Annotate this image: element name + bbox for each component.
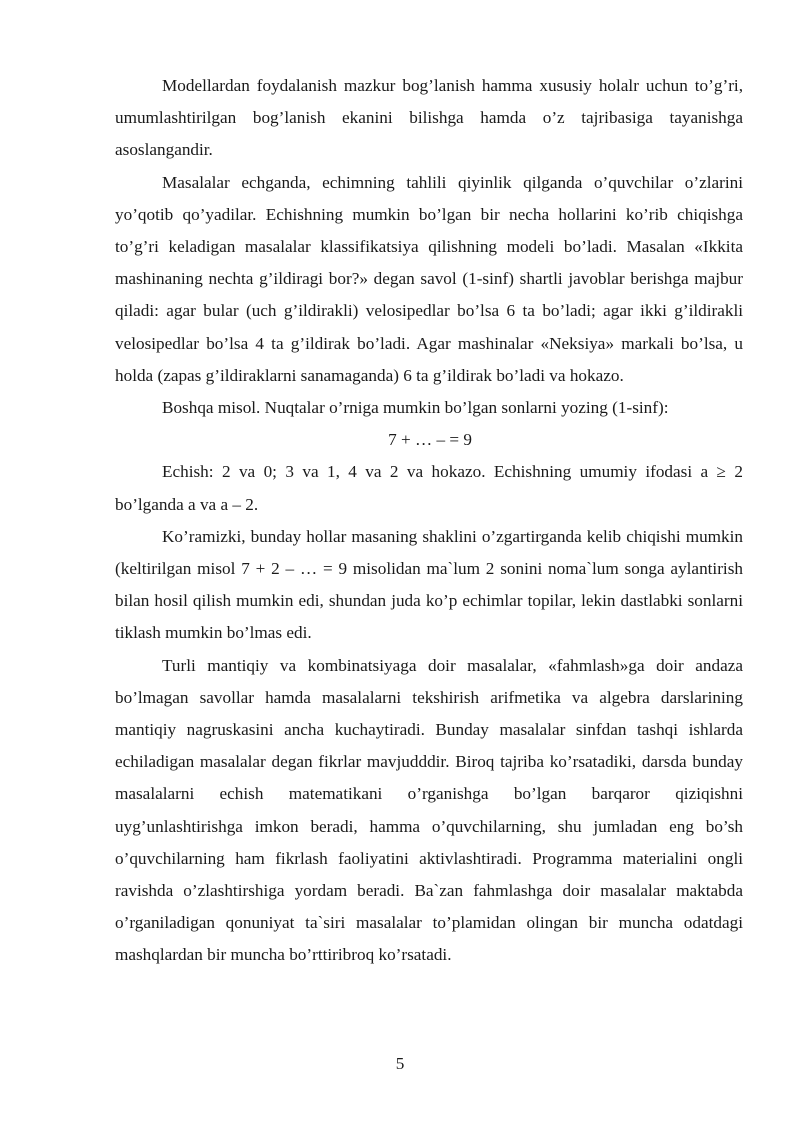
equation: 7 + … – = 9 [388, 430, 472, 450]
paragraph-solution: Echish: 2 va 0; 3 va 1, 4 va 2 va hokazo. Echishning umumiy ifodasi a ≥ 2 bo’lganda a va a – 2. [115, 462, 743, 514]
paragraph-logic-problems: Turli mantiqiy va kombinatsiyaga doir masalalar, «fahmlash»ga doir andaza bo’lmagan savollar hamda masalalarni tekshirish arifmetika va algebra darslarining mantiqiy nagruskasini ancha kuchaytiradi. Bunday masalalar sinfdan tashqi ishlarda echiladigan masalalar degan fikrlar mavjudddir. Biroq tajriba ko’rsatadiki, darsda bunday masalalarni echish matematikani o’rganishga bo’lgan barqaror qiziqishni uyg’unlashtirishga imkon beradi, hamma o’quvchilarning, shu jumladan eng bo’sh o’quvchilarning ham fikrlash faoliyatini aktivlashtiradi. Programma materialini ongli ravishda o’zlashtirshiga yordam beradi. Ba`zan fahmlashga doir masalalar maktabda o’rganiladigan qonuniyat ta`siri masalalar to’plamidan olingan bir muncha odatdagi mashqlardan bir muncha bo’rttiribroq ko’rsatadi. [115, 655, 743, 965]
paragraph-another-example: Boshqa misol. Nuqtalar o’rniga mumkin bo’lgan sonlarni yozing (1-sinf): [162, 398, 669, 418]
paragraph-observation: Ko’ramizki, bunday hollar masaning shaklini o’zgartirganda kelib chiqishi mumkin (keltirilgan misol 7 + 2 – … = 9 misolidan ma`lum 2 sonini noma`lum songa aylantirish bilan hosil qilish mumkin edi, shundan juda ko’p echimlar topilar, lekin dastlabki sonlarni tiklash mumkin bo’lmas edi. [115, 526, 743, 643]
document-page [115, 70, 743, 972]
page-number: 5 [395, 1054, 405, 1073]
paragraph-problem-solving: Masalalar echganda, echimning tahlili qiyinlik qilganda o’quvchilar o’zlarini yo’qotib qo’yadilar. Echishning mumkin bo’lgan bir necha hollarini ko’rib chiqishga to’g’ri keladigan masalalar klassifikatsiya qilishning modeli bo’ladi. Masalan «Ikkita mashinaning nechta g’ildiragi bor?» degan savol (1-sinf) shartli javoblar berishga majbur qiladi: agar bular (uch g’ildirakli) velosipedlar bo’lsa 6 ta bo’ladi; agar ikki g’ildirakli velosipedlar bo’lsa 4 ta g’ildirak bo’ladi. Agar mashinalar «Neksiya» markali bo’lsa, u holda (zapas g’ildiraklarni sanamaganda) 6 ta g’ildirak bo’ladi va hokazo. [115, 172, 743, 385]
paragraph-models: Modellardan foydalanish mazkur bog’lanish hamma xususiy holalr uchun to’g’ri, umumlashtirilgan bog’lanish ekanini bilishga hamda o’z tajribasiga tayanishga asoslangandir. [115, 76, 743, 160]
